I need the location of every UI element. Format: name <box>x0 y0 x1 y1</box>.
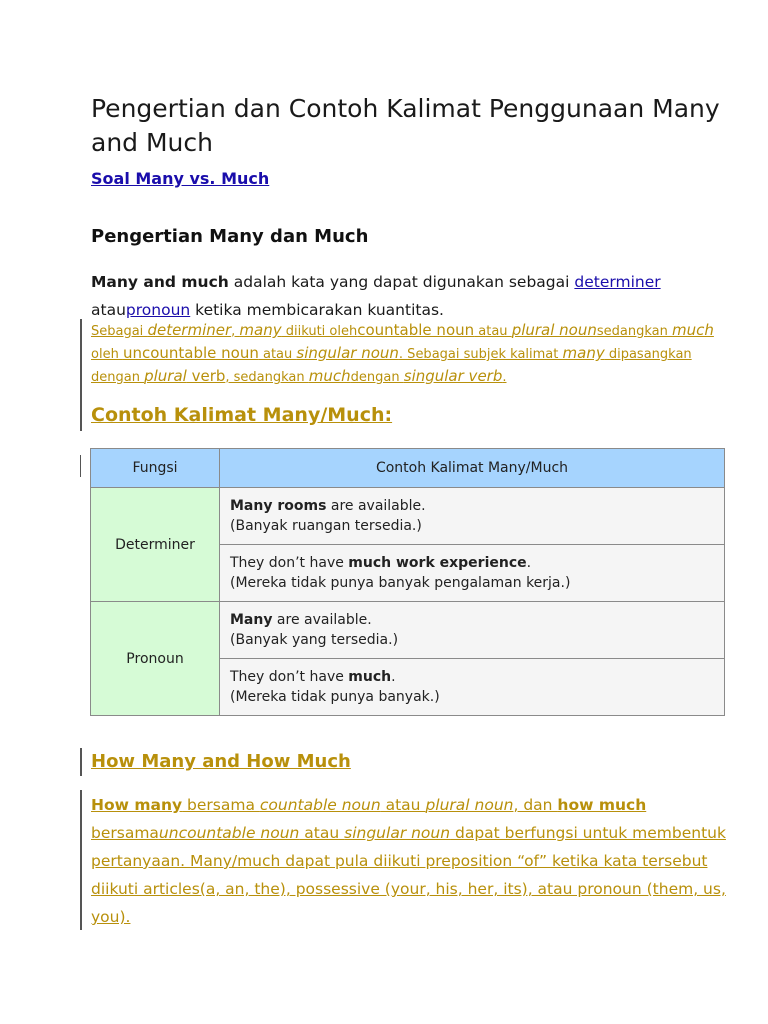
note-text: atau <box>258 347 297 362</box>
note-much: much <box>672 321 714 339</box>
note-singular-noun: singular noun <box>296 344 399 362</box>
soal-many-vs-much-link[interactable]: Soal Many vs. Much <box>91 169 270 188</box>
how-text: bersama <box>91 824 159 842</box>
how-singular-noun: singular noun <box>344 824 451 842</box>
example-text: They don’t have <box>230 555 349 571</box>
example-text: are available. <box>272 612 372 628</box>
how-paragraph-bar <box>80 790 82 930</box>
example-text: are available. <box>326 498 426 514</box>
note-text: . <box>502 370 507 385</box>
func-cell-determiner: Determiner <box>91 488 220 602</box>
note-singular-verb: singular verb <box>403 367 503 385</box>
how-uncountable-noun: uncountable noun <box>158 824 300 842</box>
how-text: dapat berfungsi untuk membentuk pertanyaan. Many/much dapat pula diikuti preposition “of” ketika kata tersebut diikuti articles(a, an, the), possessive (your, his, her, its), atau pronoun (them, us, you). <box>91 824 726 926</box>
how-countable-noun: countable noun <box>259 796 381 814</box>
how-text: , dan <box>513 796 558 814</box>
note-text: , sedangkan <box>225 370 309 385</box>
example-cell <box>220 488 725 545</box>
example-text: . <box>526 555 532 571</box>
intro-text: adalah kata yang dapat digunakan sebagai <box>228 273 575 291</box>
how-left-bar <box>80 748 82 776</box>
how-heading: How Many and How Much <box>91 751 351 772</box>
how-text: bersama <box>182 796 260 814</box>
contoh-heading: Contoh Kalimat Many/Much: <box>91 404 393 426</box>
example-bold: much <box>348 669 392 685</box>
note-text: diikuti oleh <box>281 324 358 339</box>
atau-text: atau <box>91 301 126 319</box>
note-text: oleh <box>91 347 123 362</box>
determiner-link[interactable]: determiner <box>574 273 661 291</box>
note-text: atau <box>474 324 512 339</box>
examples-table <box>90 448 725 716</box>
note-verb: verb <box>186 367 226 385</box>
how-much-bold: how much <box>557 796 647 814</box>
note-left-bar <box>80 319 82 431</box>
table-row <box>91 488 725 545</box>
example-bold: Many <box>230 612 273 628</box>
intro-end-text: ketika membicarakan kuantitas. <box>190 301 444 319</box>
func-cell-pronoun: Pronoun <box>91 602 220 716</box>
how-text: atau <box>380 796 426 814</box>
example-translation: (Banyak ruangan tersedia.) <box>230 518 422 534</box>
note-countable-noun: countable noun <box>357 321 475 339</box>
note-many: many <box>239 321 282 339</box>
how-plural-noun: plural noun <box>425 796 514 814</box>
example-translation: (Mereka tidak punya banyak.) <box>230 689 440 705</box>
pronoun-link[interactable]: pronoun <box>125 301 191 319</box>
note-text: dengan <box>350 370 404 385</box>
example-translation: (Mereka tidak punya banyak pengalaman kerja.) <box>230 575 571 591</box>
note-text: Sebagai <box>91 324 148 339</box>
note-text: , <box>231 324 240 339</box>
example-cell <box>220 545 725 602</box>
table-row <box>91 602 725 659</box>
note-uncountable-noun: uncountable noun <box>122 344 259 362</box>
example-bold: much work experience <box>348 555 527 571</box>
col-contoh-header: Contoh Kalimat Many/Much <box>220 449 725 488</box>
note-much: much <box>308 367 351 385</box>
pengertian-heading: Pengertian Many dan Much <box>91 226 369 247</box>
note-determiner: determiner <box>147 321 232 339</box>
how-text: atau <box>299 824 345 842</box>
table-header-row <box>91 449 725 488</box>
note-text: sedangkan <box>596 324 673 339</box>
example-cell <box>220 602 725 659</box>
intro-bold: Many and much <box>91 273 229 291</box>
example-text: They don’t have <box>230 669 349 685</box>
table-cursor-bar <box>80 455 81 477</box>
col-fungsi-header: Fungsi <box>91 449 220 488</box>
note-text: . Sebagai subjek kalimat <box>398 347 563 362</box>
how-many-bold: How many <box>91 796 183 814</box>
example-cell <box>220 659 725 716</box>
example-translation: (Banyak yang tersedia.) <box>230 632 399 648</box>
intro-paragraph <box>91 268 731 324</box>
example-bold: Many rooms <box>230 498 327 514</box>
note-text: dipasangkan dengan <box>91 347 692 385</box>
note-plural: plural <box>144 367 187 385</box>
example-text: . <box>391 669 396 685</box>
how-paragraph <box>91 791 731 931</box>
note-plural-noun: plural noun <box>511 321 597 339</box>
page-title: Pengertian dan Contoh Kalimat Penggunaan Many and Much <box>91 94 720 157</box>
note-many: many <box>562 344 605 362</box>
usage-note <box>91 319 731 388</box>
